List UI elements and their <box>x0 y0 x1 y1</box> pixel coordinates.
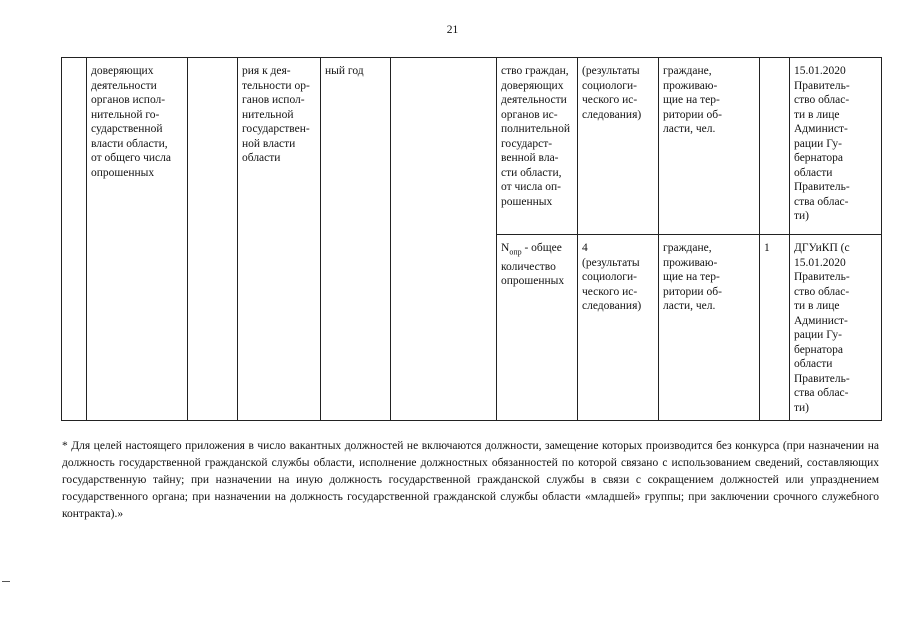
table-cell: ДГУиКП (с 15.01.2020 Правитель- ство облас- ти в лице Админист- рации Гу- бернатора области Правитель- ства облас- ти) <box>790 235 882 421</box>
table-cell <box>760 58 790 235</box>
table-cell-empty <box>188 58 238 421</box>
indicator-symbol: N <box>501 242 510 254</box>
table-cell: ство граждан, доверяющих деятельности органов ис- полнительной государст- венной вла- сти области, от числа оп- рошенных <box>497 58 578 235</box>
indicator-subscript: опр <box>509 247 522 257</box>
indicators-table <box>61 57 882 421</box>
table-row <box>62 58 882 235</box>
table-cell-empty <box>391 58 497 421</box>
table-cell: 1 <box>760 235 790 421</box>
margin-mark <box>2 581 10 582</box>
table-cell: 4 (результаты социологи- ческого ис- следования) <box>578 235 659 421</box>
table-cell: ный год <box>321 58 391 421</box>
table-cell <box>497 235 578 421</box>
table-cell: рия к дея- тельности ор- ганов испол- нительной государствен- ной власти области <box>238 58 321 421</box>
footnote: * Для целей настоящего приложения в число вакантных должностей не включаются должности, замещение которых производится без конкурса (при назначении на должность государственной гражданской службы области, исполнение должностных обязанностей по которой связано с использованием сведений, составляющих государственную тайну; при назначении на иную должность государственной гражданской службы в связи с сокращением должностей или упразднением государственного органа; при назначении на должность государственной гражданской службы области «младшей» группы; при заключении срочного служебного контракта).» <box>62 440 879 520</box>
table-cell-empty <box>62 58 87 421</box>
page-number: 21 <box>446 24 459 36</box>
table-cell: (результаты социологи- ческого ис- следования) <box>578 58 659 235</box>
table-cell: граждане, проживаю- щие на тер- ритории об- ласти, чел. <box>659 235 760 421</box>
indicator-text: - общее количество опрошенных <box>501 242 565 288</box>
table-cell: 15.01.2020 Правитель- ство облас- ти в лице Админист- рации Гу- бернатора области Правитель- ства облас- ти) <box>790 58 882 235</box>
table-cell: граждане, проживаю- щие на тер- ритории об- ласти, чел. <box>659 58 760 235</box>
table-cell: доверяющих деятельности органов испол- нительной го- сударственной власти области, от общего числа опрошенных <box>87 58 188 421</box>
